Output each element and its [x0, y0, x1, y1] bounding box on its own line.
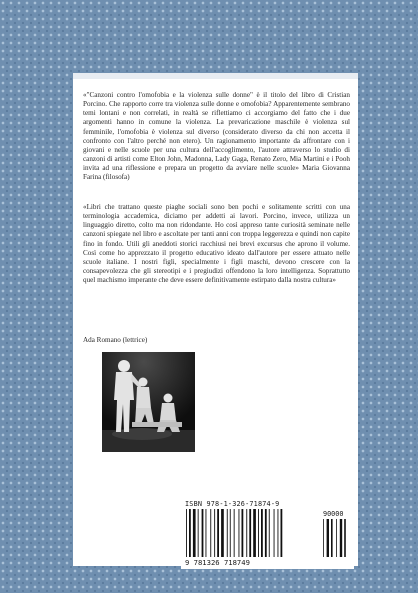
- barcode-bar: [253, 509, 256, 557]
- addon-bar: [344, 519, 346, 557]
- barcode-bar: [249, 509, 251, 557]
- addon-bar: [323, 519, 324, 557]
- barcode-bar: [239, 509, 240, 557]
- barcode-bar: [281, 509, 283, 557]
- barcode-bar: [221, 509, 224, 557]
- barcode-bar: [246, 509, 247, 557]
- price-code: 90000: [323, 510, 344, 518]
- barcode-bar: [193, 509, 196, 557]
- barcode-bar: [278, 509, 279, 557]
- barcode-bar: [265, 509, 267, 557]
- barcode-bar: [198, 509, 199, 557]
- barcode-bar: [189, 509, 191, 557]
- barcode-bar: [230, 509, 231, 557]
- barcode-bar: [217, 509, 219, 557]
- publisher-url: www.lulu.com: [107, 554, 145, 561]
- addon-bar: [340, 519, 342, 557]
- addon-bar: [336, 519, 337, 557]
- barcode-bar: [206, 509, 207, 557]
- barcode-bar: [258, 509, 259, 557]
- review-paragraph-farina: «"Canzoni contro l'omofobia e la violenza sulle donne" è il titolo del libro di Cristian Porcino. Che rapporto corre tra violenza sulle donne e omofobia? Apparentemente sembrano temi lontani e non correlati, in realtà se riflettiamo ci accorgiamo del fatto che i due argomenti hanno in comune la violenza. La prevaricazione maschile è violenza sul femminile, l'omofobia è violenza sul diverso (considerato diverso da chi non accetta il confronto con l'altro perché non etero). Un ragionamento importante da affrontare con i giovani e nelle scuole per una cultura dell'accoglimento, l'autore attraverso lo studio di canzoni di artisti come Elton John, Madonna, Lady Gaga, Renato Zero, Mia Martini e i Pooh invita ad una riflessione e prepara un progetto da avviare nelle scuole» Maria Giovanna Farina (filosofa): [83, 91, 350, 182]
- publisher-id: ID: 18997320: [107, 548, 141, 554]
- publisher-info: [107, 548, 144, 562]
- barcode-bar: [274, 509, 275, 557]
- review-paragraph-romano: «Libri che trattano queste piaghe sociali sono ben pochi e solitamente scritti con una terminologia accademica, diciamo per addetti ai lavori. Porcino, invece, utilizza un linguaggio diretto, colto ma non ridondante. Ho così appreso tante curiosità seminate nelle canzoni spiegate nel libro e ascoltate per tanti anni con troppa leggerezza e quindi non capite fino in fondo. Utili gli aneddoti storici racchiusi nei brevi excursus che aprono il volume. Così come ho apprezzato il progetto educativo ideato dall'autore per essere attuato nelle scuole italiane. I nostri figli, specialmente i figli maschi, devono crescere con la consapevolezza che gli stereotipi e i pregiudizi offendono la loro intelligenza. Soprattutto quel machismo imperante che deve essere definitivamente estirpato dalla nostra cultura»: [83, 203, 350, 285]
- isbn-barcode-block: [181, 499, 354, 569]
- barcode-bar: [234, 509, 235, 557]
- barcode-bar: [242, 509, 244, 557]
- review-signature: Ada Romano (lettrice): [83, 336, 148, 344]
- isbn-number: 9 781326 718749: [185, 558, 250, 567]
- barcode-bar: [210, 509, 211, 557]
- sculpture-photo: [102, 352, 195, 452]
- barcode-bar: [261, 509, 263, 557]
- barcode-bar: [202, 509, 204, 557]
- addon-bar: [331, 519, 333, 557]
- addon-bar: [327, 519, 329, 557]
- sculpture-figures-image: [102, 352, 195, 452]
- barcode-bar: [227, 509, 228, 557]
- barcode-bar: [269, 509, 270, 557]
- barcode-bar: [214, 509, 215, 557]
- barcode-bar: [186, 509, 187, 557]
- isbn-label: ISBN 978-1-326-71874-9: [185, 500, 280, 508]
- back-cover-panel: [73, 73, 358, 566]
